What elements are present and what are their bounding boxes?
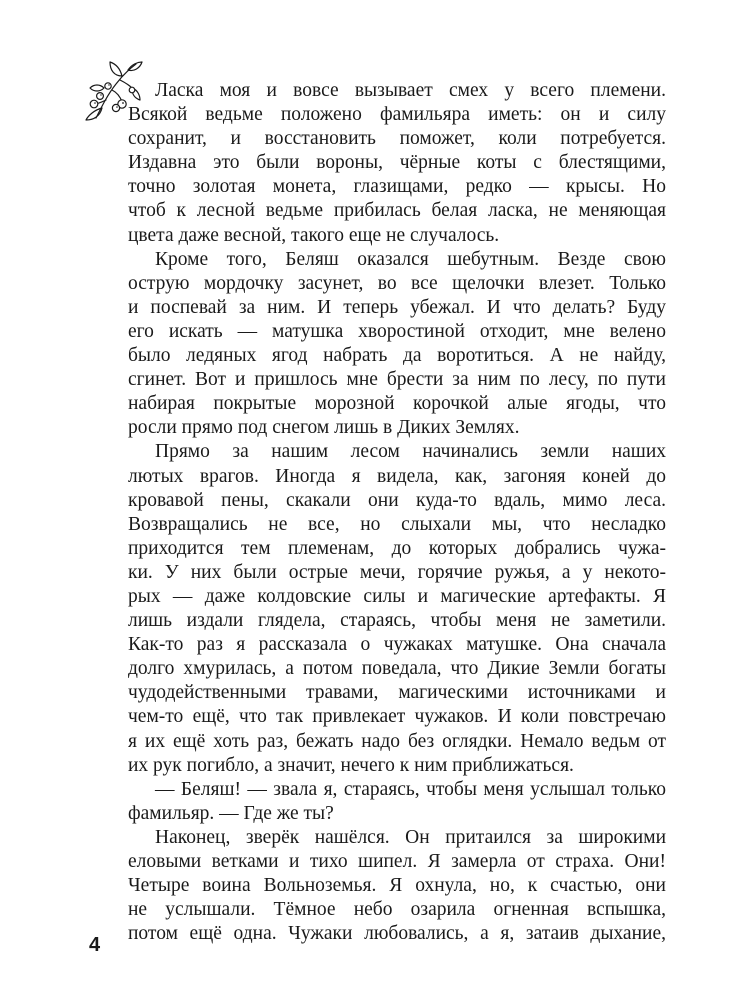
text-line: Четыре воина Вольноземья. Я охнула, но, к счастью, они xyxy=(128,875,666,897)
body-text xyxy=(128,79,666,946)
text-line: Возвращались не все, но слыхали мы, что несладко xyxy=(128,513,666,535)
text-line: Прямо за нашим лесом начинались земли наших xyxy=(155,441,666,463)
text-line: кровавой пены, скакали они куда-то вдаль, мимо леса. xyxy=(128,489,666,511)
text-line: его искать — матушка хворостиной отходит, мне велено xyxy=(128,320,666,342)
text-line: — Беляш! — звала я, стараясь, чтобы меня услышал только xyxy=(155,778,666,800)
text-line: я их ещё хоть раз, бежать надо без оглядки. Немало ведьм от xyxy=(128,730,666,752)
text-line: их рук погибло, а значит, нечего к ним приближаться. xyxy=(128,754,574,776)
text-line: было ледяных ягод набрать да воротиться. А не найду, xyxy=(128,345,666,367)
text-line: долго хмурилась, а потом поведала, что Дикие Земли богаты xyxy=(128,658,666,680)
text-line: Издавна это были вороны, чёрные коты с блестящими, xyxy=(128,152,666,174)
text-line: фамильяр. — Где же ты? xyxy=(128,802,334,824)
text-line: набирая покрытые морозной корочкой алые ягоды, что xyxy=(128,393,666,415)
text-line: лишь издали глядела, стараясь, чтобы меня не заметили. xyxy=(128,610,666,632)
paragraph xyxy=(128,79,666,248)
text-line: Наконец, зверёк нашёлся. Он притаился за широкими xyxy=(155,826,666,848)
text-line: сгинет. Вот и пришлось мне брести за ним по лесу, по пути xyxy=(128,369,666,391)
text-line: приходится тем племенам, до которых добрались чужа- xyxy=(128,537,666,559)
text-line: росли прямо под снегом лишь в Диких Землях. xyxy=(128,417,520,439)
paragraph xyxy=(128,440,666,777)
text-line: Как-то раз я рассказала о чужаках матушке. Она сначала xyxy=(128,634,666,656)
text-line: ки. У них были острые мечи, горячие ружья, а у некото- xyxy=(128,561,666,583)
text-line: Всякой ведьме положено фамильяра иметь: он и силу xyxy=(128,104,666,126)
paragraph xyxy=(128,826,666,946)
paragraph xyxy=(128,778,666,826)
page-number: 4 xyxy=(89,934,101,956)
text-line: потом ещё одна. Чужаки любовались, а я, затаив дыхание, xyxy=(128,923,666,945)
text-line: чем-то ещё, что так привлекает чужаков. И коли повстречаю xyxy=(128,706,666,728)
text-line: сохранит, и восстановить поможет, коли потребуется. xyxy=(128,128,666,150)
text-line: Ласка моя и вовсе вызывает смех у всего племени. xyxy=(155,80,666,101)
text-line: чтоб к лесной ведьме прибилась белая ласка, не меняющая xyxy=(128,200,666,222)
text-line: цвета даже весной, такого еще не случалось. xyxy=(128,224,500,246)
text-line: Кроме того, Беляш оказался шебутным. Везде свою xyxy=(155,248,666,270)
text-line: еловыми ветками и тихо шипел. Я замерла от страха. Они! xyxy=(128,851,666,872)
text-line: острую мордочку засунет, во все щелочки влезет. Только xyxy=(128,272,666,294)
text-line: и поспевай за ним. И теперь убежал. И что делать? Буду xyxy=(128,296,666,318)
text-line: рых — даже колдовские силы и магические артефакты. Я xyxy=(128,585,666,607)
text-line: точно золотая монета, глазищами, редко — крысы. Но xyxy=(128,176,666,198)
text-line: не услышали. Тёмное небо озарила огненная вспышка, xyxy=(128,899,666,921)
text-line: чудодейственными травами, магическими источниками и xyxy=(128,682,666,704)
paragraph xyxy=(128,248,666,441)
text-line: лютых врагов. Иногда я видела, как, загоняя коней до xyxy=(128,465,666,487)
